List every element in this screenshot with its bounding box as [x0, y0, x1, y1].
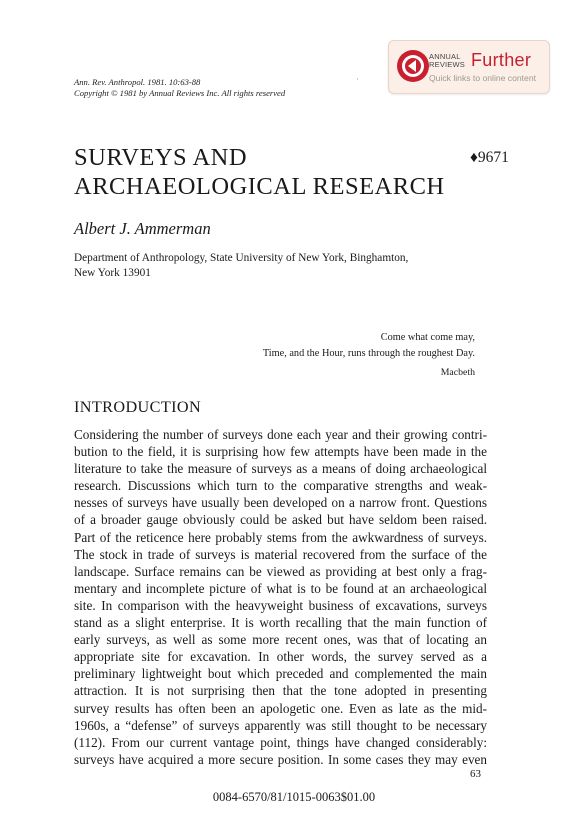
body-line: Considering the number of surveys done each year and their growing contri- [74, 427, 487, 442]
article-title [74, 143, 445, 201]
section-heading: INTRODUCTION [74, 398, 202, 416]
further-badge[interactable] [388, 40, 550, 94]
body-line: mentary and incomplete picture of what is to be found at an archaeological [74, 580, 487, 596]
stray-mark: · [356, 74, 359, 84]
annual-reviews-wordmark [429, 53, 465, 68]
body-line: early surveys, as well as some more recent ones, was that of locating an [74, 632, 487, 648]
title-line-2: ARCHAEOLOGICAL RESEARCH [74, 173, 445, 200]
further-label: Further [471, 50, 532, 70]
citation-line-1: Ann. Rev. Anthropol. 1981. 10:63-88 [74, 77, 201, 87]
body-line: (112). From our current vantage point, things have changed considerably: [74, 734, 487, 750]
further-subtitle: Quick links to online content [429, 73, 537, 83]
body-line: appropriate site for excavation. In other words, the survey served as a [74, 649, 487, 665]
body-line: attraction. It is not surprising then that the tone adopted in presenting [74, 683, 487, 699]
epigraph [263, 330, 475, 362]
author-name: Albert J. Ammerman [74, 219, 211, 238]
body-text [74, 426, 487, 768]
annual-reviews-logo-icon [396, 49, 430, 83]
body-line: survey results has often been an apologetic one. Even as late as the mid- [74, 700, 487, 716]
footer-code: 0084-6570/81/1015-0063$01.00 [212, 790, 376, 804]
body-line: preliminary lightweight bout which preceded and complemented the main [74, 666, 487, 682]
affiliation-line-1: Department of Anthropology, State University of New York, Binghamton, [74, 252, 409, 264]
body-line: bution to the field, it is surprising how few attempts have been made in the [74, 444, 487, 460]
title-line-1: SURVEYS AND [74, 144, 248, 171]
body-line: Part of the reticence here probably stems from the awkwardness of surveys. [74, 529, 487, 545]
body-line: of a broader gauge obviously could be asked but have seldom been raised. [74, 512, 487, 528]
author-affiliation [74, 251, 408, 281]
body-line: surveys have acquired a more secure position. In some cases they may even [74, 751, 487, 767]
body-line: nesses of surveys have usually been developed on a narrow front. Questions [74, 495, 487, 511]
body-line: literature to take the measure of surveys as a means of doing archaeological [74, 461, 487, 477]
body-line: landscape. Surface remains can be viewed as providing at best only a frag- [74, 563, 487, 579]
body-line: 1960s, a “defense” of surveys apparently was still thought to be necessary [74, 717, 487, 733]
affiliation-line-2: New York 13901 [74, 267, 151, 279]
body-line: The stock in trade of surveys is material recovered from the surface of the [74, 546, 487, 562]
body-line: site. In comparison with the heavyweight business of excavations, surveys [74, 597, 487, 613]
epigraph-attribution: Macbeth [440, 367, 475, 378]
journal-citation [74, 77, 285, 99]
epigraph-line-1: Come what come may, [380, 332, 475, 343]
annual-label: ANNUAL [429, 52, 461, 61]
reviews-label: REVIEWS [429, 59, 465, 69]
citation-line-2: Copyright © 1981 by Annual Reviews Inc. All rights reserved [74, 88, 286, 98]
page-number: 63 [470, 768, 481, 780]
body-line: research. Discussions which turn to the comparative strengths and weak- [74, 478, 487, 494]
epigraph-line-2: Time, and the Hour, runs through the roughest Day. [262, 348, 475, 359]
article-code: ♦9671 [470, 149, 509, 166]
body-line: stand as a slight enterprise. It is worth recalling that the main function of [74, 615, 487, 631]
